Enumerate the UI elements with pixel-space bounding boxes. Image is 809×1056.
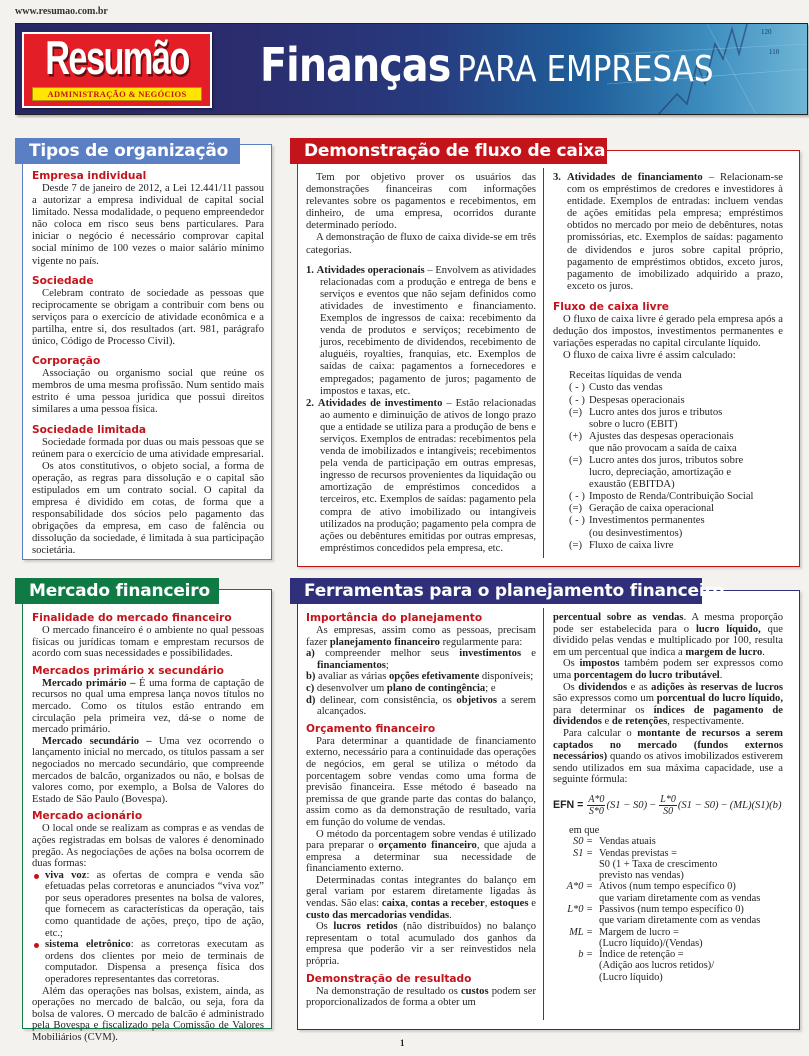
calc-operator: (+) xyxy=(569,430,583,442)
calc-line xyxy=(569,395,783,407)
logo-word: Resumão xyxy=(45,32,189,85)
section-heading: Mercados primário x secundário xyxy=(32,664,224,677)
section-heading: Sociedade limitada xyxy=(32,423,147,436)
column-divider xyxy=(543,608,544,1020)
paragraph: Associação ou organismo social que reúne os membros de uma mesma profissão. Num sentido mais estrito é uma pessoa jurídica que possui direitos similares a uma pessoa física. xyxy=(32,368,264,416)
calc-text: Despesas operacionais xyxy=(589,394,685,406)
formula-fraction: $\frac{L*0}{S0}$ xyxy=(660,793,676,817)
title-sub: PARA EMPRESAS xyxy=(457,49,714,90)
legend-symbol xyxy=(553,960,599,971)
calc-line xyxy=(569,515,783,527)
paragraph: Os atos constitutivos, o objeto social, a forma de operação, as regras para dissolução e o capital são estipulados em um contrato social. O capital da empresa é dividido em cotas, de forma que a responsabilidade dos sócios pelo pagamento das obrigações da empresa, em caso de falência ou dissolução da sociedade, é limitada à sua participação societária. xyxy=(32,460,264,557)
paragraph: O mercado financeiro é o ambiente no qual pessoas físicas ou jurídicas tomam e emprestam recursos de acordo com suas necessidades e possibilidades. xyxy=(32,625,264,660)
calc-text: (ou desinvestimentos) xyxy=(589,527,683,539)
legend-text: previsto nas vendas) xyxy=(599,870,684,882)
lettered-item: d) delinear, com consistência, os objetivos a serem alcançados. xyxy=(306,694,537,718)
lettered-item: a) compreender melhor seus investimentos e financiamentos; xyxy=(306,648,537,671)
legend-row xyxy=(553,927,783,938)
mercado-title: Mercado financeiro xyxy=(15,578,219,604)
section-heading: Importância do planejamento xyxy=(306,612,483,624)
bullet-item: sistema eletrônico: as corretoras executam as ordens dos clientes por meio de terminais de computador. Dispensa a presença física dos operadores representantes das corretoras. xyxy=(32,939,264,985)
legend-text: Vendas previstas = xyxy=(599,847,677,859)
legend-row xyxy=(553,836,783,847)
cash-flow-calculation xyxy=(553,370,783,551)
site-url[interactable]: www.resumao.com.br xyxy=(15,6,108,17)
legend-text: que variam diretamente com as vendas xyxy=(599,915,761,927)
chart-label-120: 120 xyxy=(761,28,772,36)
legend-text: que variam diretamente com as vendas xyxy=(599,892,761,904)
legend-row xyxy=(553,870,783,881)
calc-operator: (=) xyxy=(569,406,583,418)
calc-text: Investimentos permanentes xyxy=(589,515,705,527)
calc-text: que não provocam a saída de caixa xyxy=(589,442,737,454)
column-divider xyxy=(543,168,544,558)
ferramentas-title: Ferramentas para o planejamento financeiro xyxy=(290,578,702,604)
formula-legend xyxy=(553,825,783,983)
section-heading: Demonstração de resultado xyxy=(306,972,472,985)
lettered-item: c) desenvolver um plano de contingência; e xyxy=(306,682,496,694)
fluxo-col-right xyxy=(553,172,783,552)
legend-symbol: S0 = xyxy=(573,836,593,848)
paragraph: Mercado secundário – Uma vez ocorrendo o lançamento inicial no mercado, os títulos passam a ser negociados no mercado secundário, que compreende mercados de balcão, organizados ou não, e bolsas de valores como, por exemplo, a Bolsa de Valores do Estado de São Paulo (Bovespa). xyxy=(32,735,264,805)
legend-row xyxy=(553,915,783,926)
calc-line xyxy=(569,540,783,552)
calc-line xyxy=(569,467,783,479)
legend-row xyxy=(553,893,783,904)
legend-text: (Lucro líquido) xyxy=(599,971,663,983)
legend-row xyxy=(553,949,783,960)
calc-line xyxy=(569,479,783,491)
legend-text: (Lucro líquido)/(Vendas) xyxy=(599,937,703,949)
bullet-item: viva voz: as ofertas de compra e venda são efetuadas pelas corretoras e anunciados “viva voz” por seus operadores presentes na bolsa de valores, que fornecem as características da operação, tais como quantidade de ações, preço, tipo de ação, etc.; xyxy=(32,870,264,940)
section-heading: Empresa individual xyxy=(32,170,147,182)
calc-text: Geração de caixa operacional xyxy=(589,503,714,515)
calc-line xyxy=(569,431,783,443)
page-number: 1 xyxy=(400,1038,405,1048)
paragraph: Na demonstração de resultado os custos podem ser proporcionalizados de forma a obter um xyxy=(306,985,536,1009)
legend-symbol xyxy=(553,915,599,926)
calc-line xyxy=(569,491,783,503)
mercado-content xyxy=(32,612,264,1044)
legend-text: Passivos (num tempo específico 0) xyxy=(599,903,744,915)
legend-row xyxy=(553,938,783,949)
calc-operator: (=) xyxy=(569,454,583,466)
section-heading: Mercado acionário xyxy=(32,810,143,823)
paragraph: Além das operações nas bolsas, existem, ainda, as operações no mercado de balcão, ou seja, fora da bolsa de valores. O mercado de balcão é administrado pela Bovespa e fiscalizado pela Comissão de Valores Mobiliários (CVM). xyxy=(32,985,264,1043)
legend-symbol: b = xyxy=(578,949,593,961)
calc-text: Ajustes das despesas operacionais xyxy=(589,430,734,442)
tipos-title: Tipos de organização xyxy=(15,138,240,164)
logo-tagline: ADMINISTRAÇÃO & NEGÓCIOS xyxy=(32,87,202,101)
section-heading: Finalidade do mercado financeiro xyxy=(32,612,232,624)
paragraph: As empresas, assim como as pessoas, precisam fazer planejamento financeiro regularmente para: xyxy=(306,625,536,648)
tipos-content xyxy=(32,170,264,557)
calc-line xyxy=(569,407,783,419)
chart-label-110: 110 xyxy=(769,48,780,56)
paragraph: Para calcular o montante de recursos a serem captados no mercado (fundos externos necessários) quando os ativos imobilizados estiverem sendo utilizados em sua máxima capacidade, use a seguinte fórmula: xyxy=(553,727,783,786)
legend-text: Vendas atuais xyxy=(599,836,656,848)
resumao-logo[interactable] xyxy=(22,32,212,108)
calc-line xyxy=(569,443,783,455)
paragraph: Para determinar a quantidade de financiamento externo, necessário para a continuidade das operações de negócios, em geral se utiliza o método da porcentagem sobre vendas como uma forma de previsão financeira. Esse método é baseado na premissa de que grande parte das contas do balanço, assim como as da demonstração de resultado, varia em função do volume de vendas. xyxy=(306,735,536,828)
legend-symbol xyxy=(553,938,599,949)
formula-term: (S1 − S0) xyxy=(606,799,648,811)
calc-line: Receitas líquidas de venda xyxy=(569,370,682,382)
legend-symbol xyxy=(553,859,599,870)
section-heading: Fluxo de caixa livre xyxy=(553,300,669,313)
legend-row xyxy=(553,859,783,870)
calc-operator: ( - ) xyxy=(569,394,585,406)
ferramentas-col-right xyxy=(553,612,783,983)
calc-line xyxy=(569,503,783,515)
formula-fraction: $\frac{A*0}{S*0}$ xyxy=(588,793,605,817)
legend-symbol xyxy=(553,870,599,881)
calc-line xyxy=(569,419,783,431)
list-item: 1. Atividades operacionais – Envolvem as atividades relacionadas com a produção e entrega de bens e serviços e eventos que não sejam definidos como atividades de investimento e financiamento. Exemplos de ingressos de caixa: recebimento da venda de produtos e serviços; recebimento de juros, recebimento de dividendos, recebimento de aluguéis, royalties, franquias, etc. Exemplos de saídas de caixa: pagamentos a fornecedores e empregados; pagamento de juros; pagamento de impostos e taxas, etc. xyxy=(306,264,536,397)
calc-text: Lucro antes dos juros, tributos sobre xyxy=(589,454,744,466)
paragraph: Sociedade formada por duas ou mais pessoas que se reúnem para o exercício de uma atividade empresarial. xyxy=(32,436,264,460)
legend-symbol: ML = xyxy=(569,926,593,938)
page-title xyxy=(260,38,714,92)
calc-text: sobre o lucro (EBIT) xyxy=(589,418,678,430)
fluxo-title: Demonstração de fluxo de caixa xyxy=(290,138,607,164)
paragraph: O fluxo de caixa livre é assim calculado: xyxy=(563,350,736,362)
legend-row xyxy=(553,972,783,983)
paragraph: Os dividendos e as adições às reservas de lucros são expressos como um porcentual do lucro líquido, para determinar os índices de pagamento de dividendos e de retenções, respectivamente. xyxy=(553,681,783,728)
title-main: Finanças xyxy=(260,38,451,92)
paragraph: O método da porcentagem sobre vendas é utilizado para preparar o orçamento financeiro, que ajuda a empresa a determinar sua necessidade de financiamento externo. xyxy=(306,828,536,875)
legend-row xyxy=(553,881,783,892)
header-banner xyxy=(15,23,808,115)
calc-line xyxy=(569,382,783,394)
legend-text: (Adição aos lucros retidos)/ xyxy=(599,960,715,972)
list-item: 3. Atividades de financiamento – Relacionam-se com os empréstimos de credores e investidores à entidade. Exemplos de entradas: incluem vendas de ações emitidas pela empresa; empréstimos obtidos no mercado por meio de debêntures, notas promissórias, etc. Exemplos de saídas: pagamento de dividendos e juros sobre capital próprio, pagamento de empréstimos obtidos, exceto juros, pagamento de imobilizado adquirido a prazo, exceto os juros. xyxy=(553,172,783,292)
ferramentas-col-left xyxy=(306,612,536,1009)
calc-text: lucro, depreciação, amortização e xyxy=(589,467,732,479)
calc-text: exaustão (EBITDA) xyxy=(589,479,675,491)
paragraph: Determinadas contas integrantes do balanço em geral variam por estarem diretamente ligadas às vendas. São elas: caixa, contas a receber, estoques e custo das mercadorias vendidas. xyxy=(306,874,536,921)
section-heading: Orçamento financeiro xyxy=(306,722,436,735)
formula-operator: − xyxy=(720,799,728,811)
paragraph-continued: percentual sobre as vendas. A mesma proporção pode ser estabelecida para o lucro líquido, que dividido pelas vendas e multiplicado por 100, resulta em um percentual que indica a margem de lucro. xyxy=(553,612,783,658)
calc-operator: ( - ) xyxy=(569,382,585,394)
legend-symbol xyxy=(553,893,599,904)
fluxo-col-left xyxy=(306,172,536,555)
calc-line xyxy=(569,455,783,467)
formula-operator: − xyxy=(649,799,657,811)
calc-operator: (=) xyxy=(569,539,583,551)
legend-text: Margem de lucro = xyxy=(599,926,679,938)
paragraph: Celebram contrato de sociedade as pessoas que reciprocamente se obrigam a contribuir com bens ou serviços para o exercício de atividade econômica e a partilha, entre si, dos resultados (art. 981, parágrafo único, Código de Processo Civil). xyxy=(32,287,264,348)
legend-row xyxy=(553,960,783,971)
lettered-item: b) avaliar as várias opções efetivamente disponíveis; xyxy=(306,671,534,683)
legend-row xyxy=(553,848,783,859)
calc-operator: ( - ) xyxy=(569,491,585,503)
legend-symbol: L*0 = xyxy=(567,903,593,915)
paragraph: Os impostos também podem ser expressos como uma porcentagem do lucro tributável. xyxy=(553,658,783,681)
paragraph: O fluxo de caixa livre é gerado pela empresa após a dedução dos impostos, investimentos permanentes e variações esperadas no capital circulante líquido. xyxy=(553,313,783,350)
paragraph: O local onde se realizam as compras e as vendas de ações registradas em bolsas de valores é denominado pregão. As negociações de ações na bolsa ocorrem de duas formas: xyxy=(32,823,264,870)
paragraph: Mercado primário – É uma forma de captação de recursos no qual uma empresa lança novos títulos no mercado. Como os títulos estão entrando em circulação pela primeira vez, dá-se o nome de mercado primário. xyxy=(32,677,264,736)
legend-symbol xyxy=(553,972,599,983)
legend-text: Ativos (num tempo específico 0) xyxy=(599,881,736,893)
section-heading: Corporação xyxy=(32,355,101,368)
calc-text: Fluxo de caixa livre xyxy=(589,539,674,551)
legend-symbol: S1 = xyxy=(573,847,593,859)
legend-text: Índice de retenção = xyxy=(599,949,684,961)
paragraph: A demonstração de fluxo de caixa divide-se em três categorias. xyxy=(306,232,536,256)
legend-row xyxy=(553,904,783,915)
efn-formula xyxy=(553,794,783,817)
list-item: 2. Atividades de investimento – Estão relacionadas ao aumento e diminuição de ativos de longo prazo que a entidade se utiliza para a produção de bens e serviços. Exemplos de entradas: recebimentos pela venda de imobilizados e intangíveis; recebimentos pela venda de participação em outras empresas, ingresso de recursos provenientes da liquidação ou amortização de empréstimos concedidos a terceiros, etc. Exemplos de saídas: pagamento pela compra de ativo imobilizado ou intangíveis utilizados na produção; pagamento pela compra de ações ou debêntures emitidas por outras empresas, empréstimos concedidos pela empresa, etc. xyxy=(306,397,537,554)
em-que-label: em que xyxy=(569,824,600,836)
formula-term: (S1 − S0) xyxy=(677,799,719,811)
section-heading: Sociedade xyxy=(32,274,94,287)
calc-text: Imposto de Renda/Contribuição Social xyxy=(589,491,754,503)
calc-operator: (=) xyxy=(569,503,583,515)
calc-text: Lucro antes dos juros e tributos xyxy=(589,406,723,418)
paragraph: Tem por objetivo prover os usuários das demonstrações financeiras com informações relevantes sobre os pagamentos e recebimentos, em dinheiro, de uma empresa, ocorridos durante determinado período. xyxy=(306,172,536,232)
calc-operator: ( - ) xyxy=(569,515,585,527)
legend-symbol: A*0 = xyxy=(566,881,593,893)
paragraph: Desde 7 de janeiro de 2012, a Lei 12.441/11 passou a autorizar a empresa individual de capital social limitado. Nessa modalidade, o pequeno empreendedor não coloca em risco seus bens particulares. Para iniciar o negócio é necessário comprovar capital social mínimo de 100 vezes o maior salário mínimo vigente no país. xyxy=(32,183,264,267)
legend-text: S0 (1 + Taxa de crescimento xyxy=(599,858,718,870)
formula-lhs: EFN = xyxy=(553,798,584,811)
formula-term: (ML)(S1)(b) xyxy=(729,799,782,811)
calc-line xyxy=(569,528,783,540)
paragraph: Os lucros retidos (não distribuídos) no balanço representam o total acumulado dos ganhos da empresa que poderão vir a ser reinvestidos nela própria. xyxy=(306,921,536,968)
calc-text: Custo das vendas xyxy=(589,382,663,394)
